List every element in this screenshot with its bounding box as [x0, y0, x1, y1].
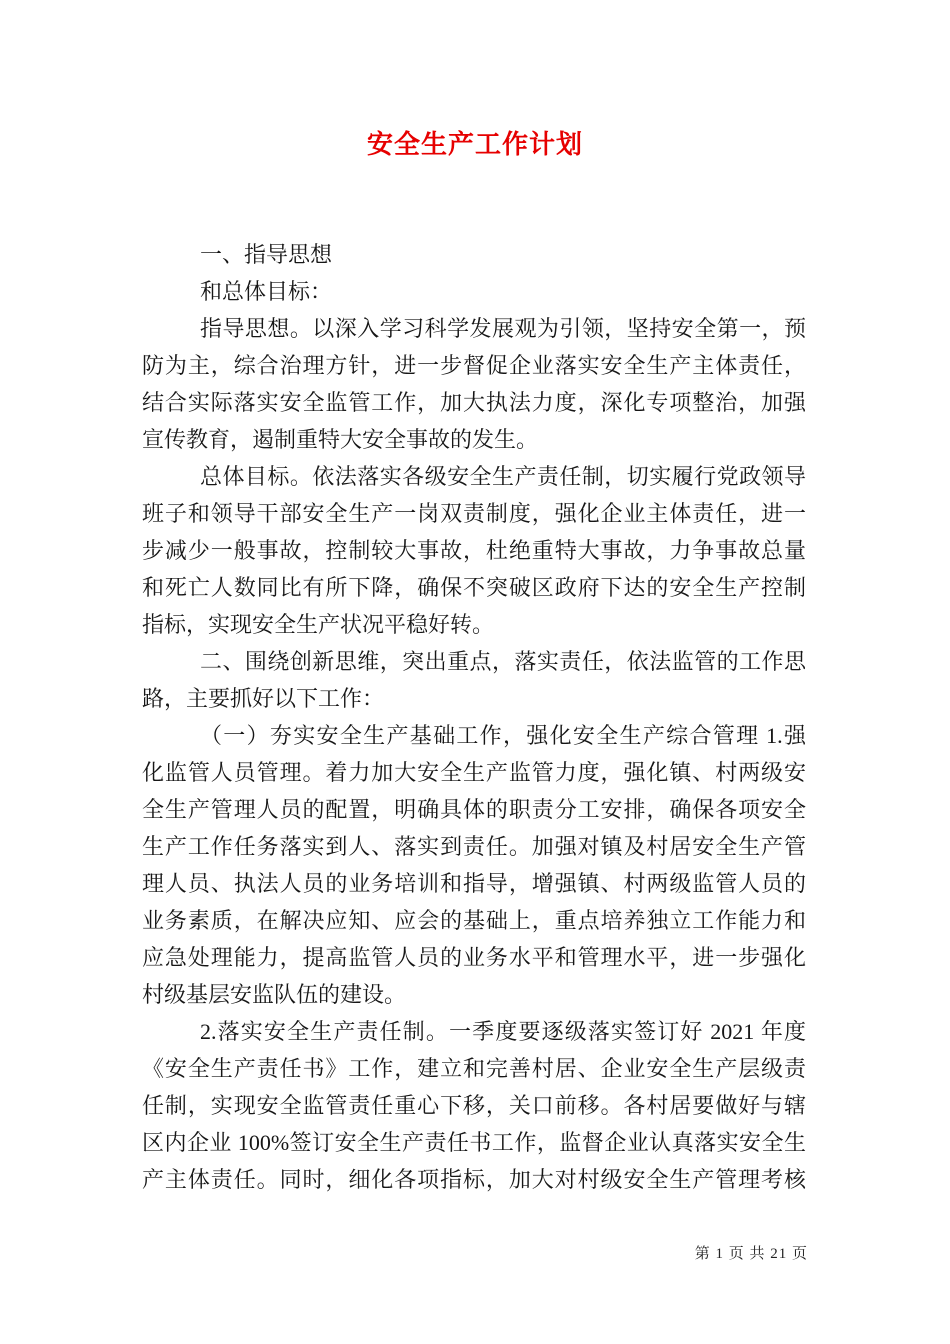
body-line: 业务素质，在解决应知、应会的基础上，重点培养独立工作能力和	[142, 908, 806, 933]
body-line: 产主体责任。同时，细化各项指标，加大对村级安全生产管理考核	[142, 1167, 806, 1192]
body-line: 指标，实现安全生产状况平稳好转。	[142, 612, 495, 637]
body-line: 二、围绕创新思维，突出重点，落实责任，依法监管的工作思	[200, 649, 806, 674]
body-line: 全生产管理人员的配置，明确具体的职责分工安排，确保各项安全	[142, 797, 806, 822]
body-line: 宣传教育，遏制重特大安全事故的发生。	[142, 427, 539, 452]
body-line: （一）夯实安全生产基础工作，强化安全生产综合管理 1.强	[200, 723, 806, 748]
body-line: 应急处理能力，提高监管人员的业务水平和管理水平，进一步强化	[142, 945, 806, 970]
body-line: 村级基层安监队伍的建设。	[142, 982, 407, 1007]
body-line: 任制，实现安全监管责任重心下移，关口前移。各村居要做好与辖	[142, 1093, 806, 1118]
body-line: 理人员、执法人员的业务培训和指导，增强镇、村两级监管人员的	[142, 871, 806, 896]
body-line: 步减少一般事故，控制较大事故，杜绝重特大事故，力争事故总量	[142, 538, 806, 563]
body-line: 区内企业 100%签订安全生产责任书工作，监督企业认真落实安全生	[142, 1130, 806, 1155]
body-line: 结合实际落实安全监管工作，加大执法力度，深化专项整治，加强	[142, 390, 806, 415]
body-line: 防为主，综合治理方针，进一步督促企业落实安全生产主体责任，	[142, 353, 806, 378]
body-line: 化监管人员管理。着力加大安全生产监管力度，强化镇、村两级安	[142, 760, 806, 785]
body-line: 总体目标。依法落实各级安全生产责任制，切实履行党政领导	[200, 464, 806, 489]
body-line: 一、指导思想	[200, 242, 333, 267]
document-title: 安全生产工作计划	[366, 130, 583, 159]
body-line: 2.落实安全生产责任制。一季度要逐级落实签订好 2021 年度	[200, 1019, 806, 1044]
body-line: 《安全生产责任书》工作，建立和完善村居、企业安全生产层级责	[142, 1056, 806, 1081]
page-footer: 第 1 页 共 21 页	[694, 1246, 808, 1262]
body-line: 生产工作任务落实到人、落实到责任。加强对镇及村居安全生产管	[142, 834, 806, 859]
body-line: 和死亡人数同比有所下降，确保不突破区政府下达的安全生产控制	[142, 575, 806, 600]
body-line: 指导思想。以深入学习科学发展观为引领，坚持安全第一，预	[200, 316, 806, 341]
body-line: 和总体目标：	[200, 279, 333, 304]
body-line: 班子和领导干部安全生产一岗双责制度，强化企业主体责任，进一	[142, 501, 806, 526]
body-line: 路，主要抓好以下工作：	[142, 686, 385, 711]
document-body	[142, 236, 806, 1198]
